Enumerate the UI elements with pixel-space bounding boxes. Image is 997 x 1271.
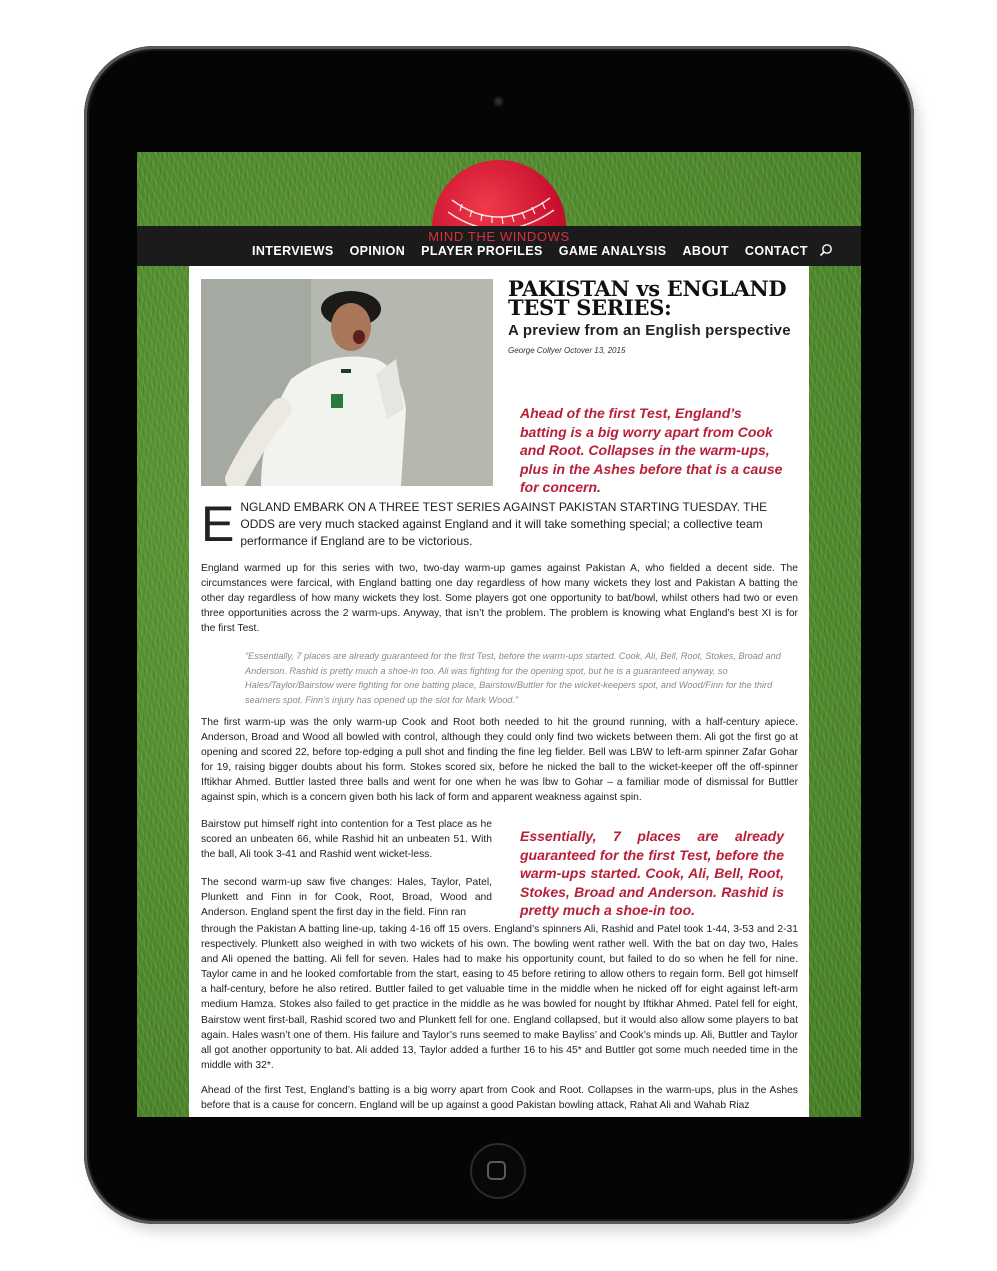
front-camera <box>493 96 504 107</box>
main-navigation <box>137 226 861 266</box>
lead-text: NGLAND EMBARK ON A THREE TEST SERIES AGAINST PAKISTAN STARTING TUESDAY. THE ODDS are very much stacked against England and it will take something special; a collective team performance if England are to be victorious. <box>240 500 768 548</box>
block-quote: “Essentially, 7 places are already guaranteed for the first Test, before the warm-ups started. Cook, Ali, Bell, Root, Stokes, Broad and Anderson. Rashid is pretty much a shoe-in too. Ali was fighting for the opening spot, but he is a guaranteed anyway, so Hales/Taylor/Bairstow were fighting for one batting place, Bairstow/Buttler for the wicket-keepers spot, and Wood/Finn for the third seamers spot. Finn’s injury has opened up the slot for Mark Wood.” <box>245 651 781 705</box>
pull-quote-2: Essentially, 7 places are already guaranteed for the first Test, before the warm-ups started. Cook, Ali, Bell, Root, Stokes, Broad and Anderson. Rashid is pretty much a shoe-in too. <box>520 828 784 918</box>
paragraph-4: The second warm-up saw five changes: Hales, Taylor, Patel, Plunkett and Finn in for Cook, Root, Broad, Wood and Anderson. England spent the first day in the field. Finn ran <box>201 877 492 919</box>
lead-paragraph <box>201 496 798 552</box>
article-title-line-1: PAKISTAN vs ENGLAND <box>508 276 787 301</box>
paragraph-6: Ahead of the first Test, England’s batting is a big worry apart from Cook and Root. Collapses in the warm-ups, plus in the Ashes before that is a cause for concern. England will be up against a good Pakistan bowling attack, Rahat Ali and Wahab Riaz <box>201 1085 798 1112</box>
nav-item-player-profiles[interactable]: PLAYER PROFILES <box>421 244 543 258</box>
paragraph-2: The first warm-up was the only warm-up Cook and Root both needed to hit the ground running, with a half-century apiece. Anderson, Broad and Wood all bowled with control, although they could only find two wickets between them. Ali got the first go at opening and scored 22, before top-edging a pull shot and finding the fine leg fielder. Bell was LBW to left-arm spinner Zafar Gohar for 19, raising bigger doubts about his form. Stokes scored six, before he nicked the ball to the wicket-keeper off the off-spinner Iftikhar Ahmed. Buttler lasted three balls and went for one when he was lbw to Gohar – a familiar mode of dismissal for Buttler against spin, which is a concern given both his lack of form and apparent weakness against spin. <box>201 717 798 804</box>
nav-menu <box>252 244 808 258</box>
article-byline: George Collyer Octover 13, 2015 <box>508 346 626 355</box>
nav-item-contact[interactable]: CONTACT <box>744 244 808 258</box>
article-title-line-2: TEST SERIES: <box>508 295 672 320</box>
site-title[interactable]: MIND THE WINDOWS <box>428 229 570 244</box>
search-icon[interactable] <box>819 243 833 257</box>
pull-quote-1: Ahead of the first Test, England’s batting is a big worry apart from Cook and Root. Collapses in the warm-ups, plus in the Ashes before that is a cause for concern. <box>520 405 783 495</box>
screen <box>137 152 861 1117</box>
nav-item-about[interactable]: ABOUT <box>682 244 729 258</box>
article-photo <box>201 279 493 486</box>
article-title <box>508 276 808 320</box>
nav-item-game-analysis[interactable]: GAME ANALYSIS <box>558 244 667 258</box>
article-subtitle: A preview from an English perspective <box>508 322 791 339</box>
home-button-icon <box>487 1161 506 1180</box>
drop-cap: E <box>201 496 235 552</box>
nav-item-interviews[interactable]: INTERVIEWS <box>252 244 334 258</box>
paragraph-1: England warmed up for this series with two, two-day warm-up games against Pakistan A, who fielded a decent side. The circumstances were farcical, with England batting one day regardless of how many wickets they lost and Pakistan A batting the other day regardless of how many wickets they lost. Some players got one opportunity to bat/bowl, whilst others had two or even three opportunities across the 2 warm-ups. Anyway, that isn’t the problem. The problem is knowing what England’s best XI is for the first Test. <box>201 563 798 635</box>
paragraph-3: Bairstow put himself right into contention for a Test place as he scored an unbeaten 66, while Rashid hit an unbeaten 51. With the ball, Ali took 3-41 and Rashid went wicket-less. <box>201 819 492 861</box>
paragraph-5: through the Pakistan A batting line-up, taking 4-16 off 15 overs. England’s spinners Ali, Rashid and Patel took 1-44, 3-53 and 2-31 respectively. Plunkett also weighed in with two wickets of his own. The bowling went rather well. With the bat on day two, Hales and Ali opened the batting. Ali fell for seven. Hales had to make his opportunity count, but failed to do so when he fell for nine. Taylor came in and he looked comfortable from the start, easing to 45 before retiring to allow others to regain form. Bell got himself a half-century, before he also retired. Buttler failed to get valuable time in the middle when he nicked off for eight against left-arm medium Hamza. Stokes also failed to get practice in the middle as he was bowled for nought by Iftikhar Ahmed. Patel fell for eight, Bairstow went first-ball, Rashid scored two and Plunkett fell for one. England collapsed, but it would also allow some players to bat again. Hales wasn’t one of them. His failure and Taylor’s runs seemed to make Bayliss’ and Cook’s minds up. Ali, Buttler and Taylor all got another opportunity to bat. Ali added 13, Taylor added a further 16 to his 45* and Buttler got some much needed time in the middle with 32*. <box>201 924 798 1071</box>
article-page <box>189 266 809 1117</box>
nav-item-opinion[interactable]: OPINION <box>349 244 406 258</box>
